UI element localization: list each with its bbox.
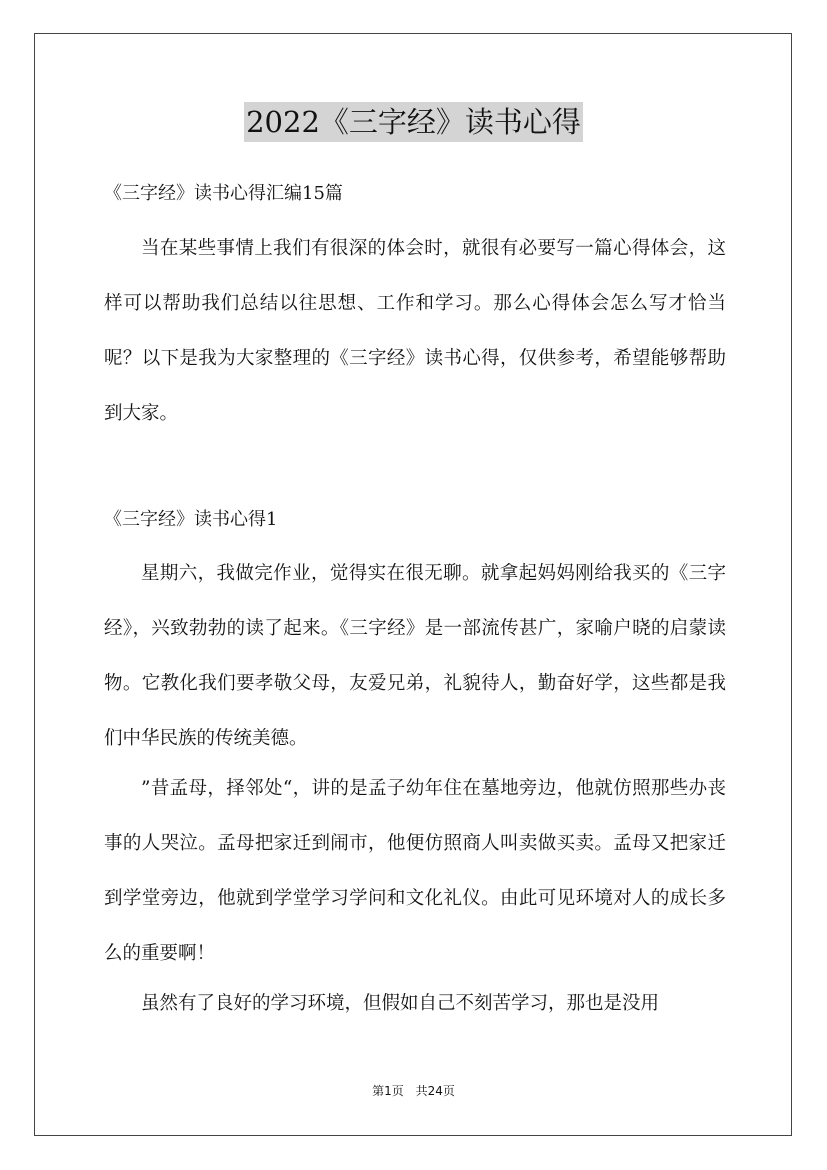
page-total: 共24页: [415, 1084, 455, 1098]
body-paragraph: 虽然有了良好的学习环境，但假如自己不刻苦学习，那也是没用: [141, 993, 660, 1014]
intro-paragraph: 当在某些事情上我们有很深的体会时，就很有必要写一篇心得体会，这样可以帮助我们总结以往思想、工作和学习。那么心得体会怎么写才恰当呢？以下是我为大家整理的《三字经》读书心得，仅供参考，希望能够帮助到大家。: [104, 238, 726, 424]
body-paragraph: 星期六，我做完作业，觉得实在很无聊。就拿起妈妈刚给我买的《三字经》，兴致勃勃的读了起来。《三字经》是一部流传甚广，家喻户晓的启蒙读物。它教化我们要孝敬父母，友爱兄弟，礼貌待人，勤奋好学，这些都是我们中华民族的传统美德。: [104, 563, 726, 749]
body-paragraph: ”昔孟母，择邻处“，讲的是孟子幼年住在墓地旁边，他就仿照那些办丧事的人哭泣。孟母把家迁到闹市，他便仿照商人叫卖做买卖。孟母又把家迁到学堂旁边，他就到学堂学习学问和文化礼仪。由此可见环境对人的成长多么的重要啊！: [104, 778, 726, 964]
document-subtitle: 《三字经》读书心得汇编15篇: [104, 183, 343, 204]
section-heading: 《三字经》读书心得1: [104, 509, 278, 530]
page-number: 第1页: [372, 1084, 404, 1098]
page-footer: [0, 1083, 827, 1099]
document-title: 2022《三字经》读书心得: [244, 102, 583, 142]
title-container: [0, 102, 827, 142]
